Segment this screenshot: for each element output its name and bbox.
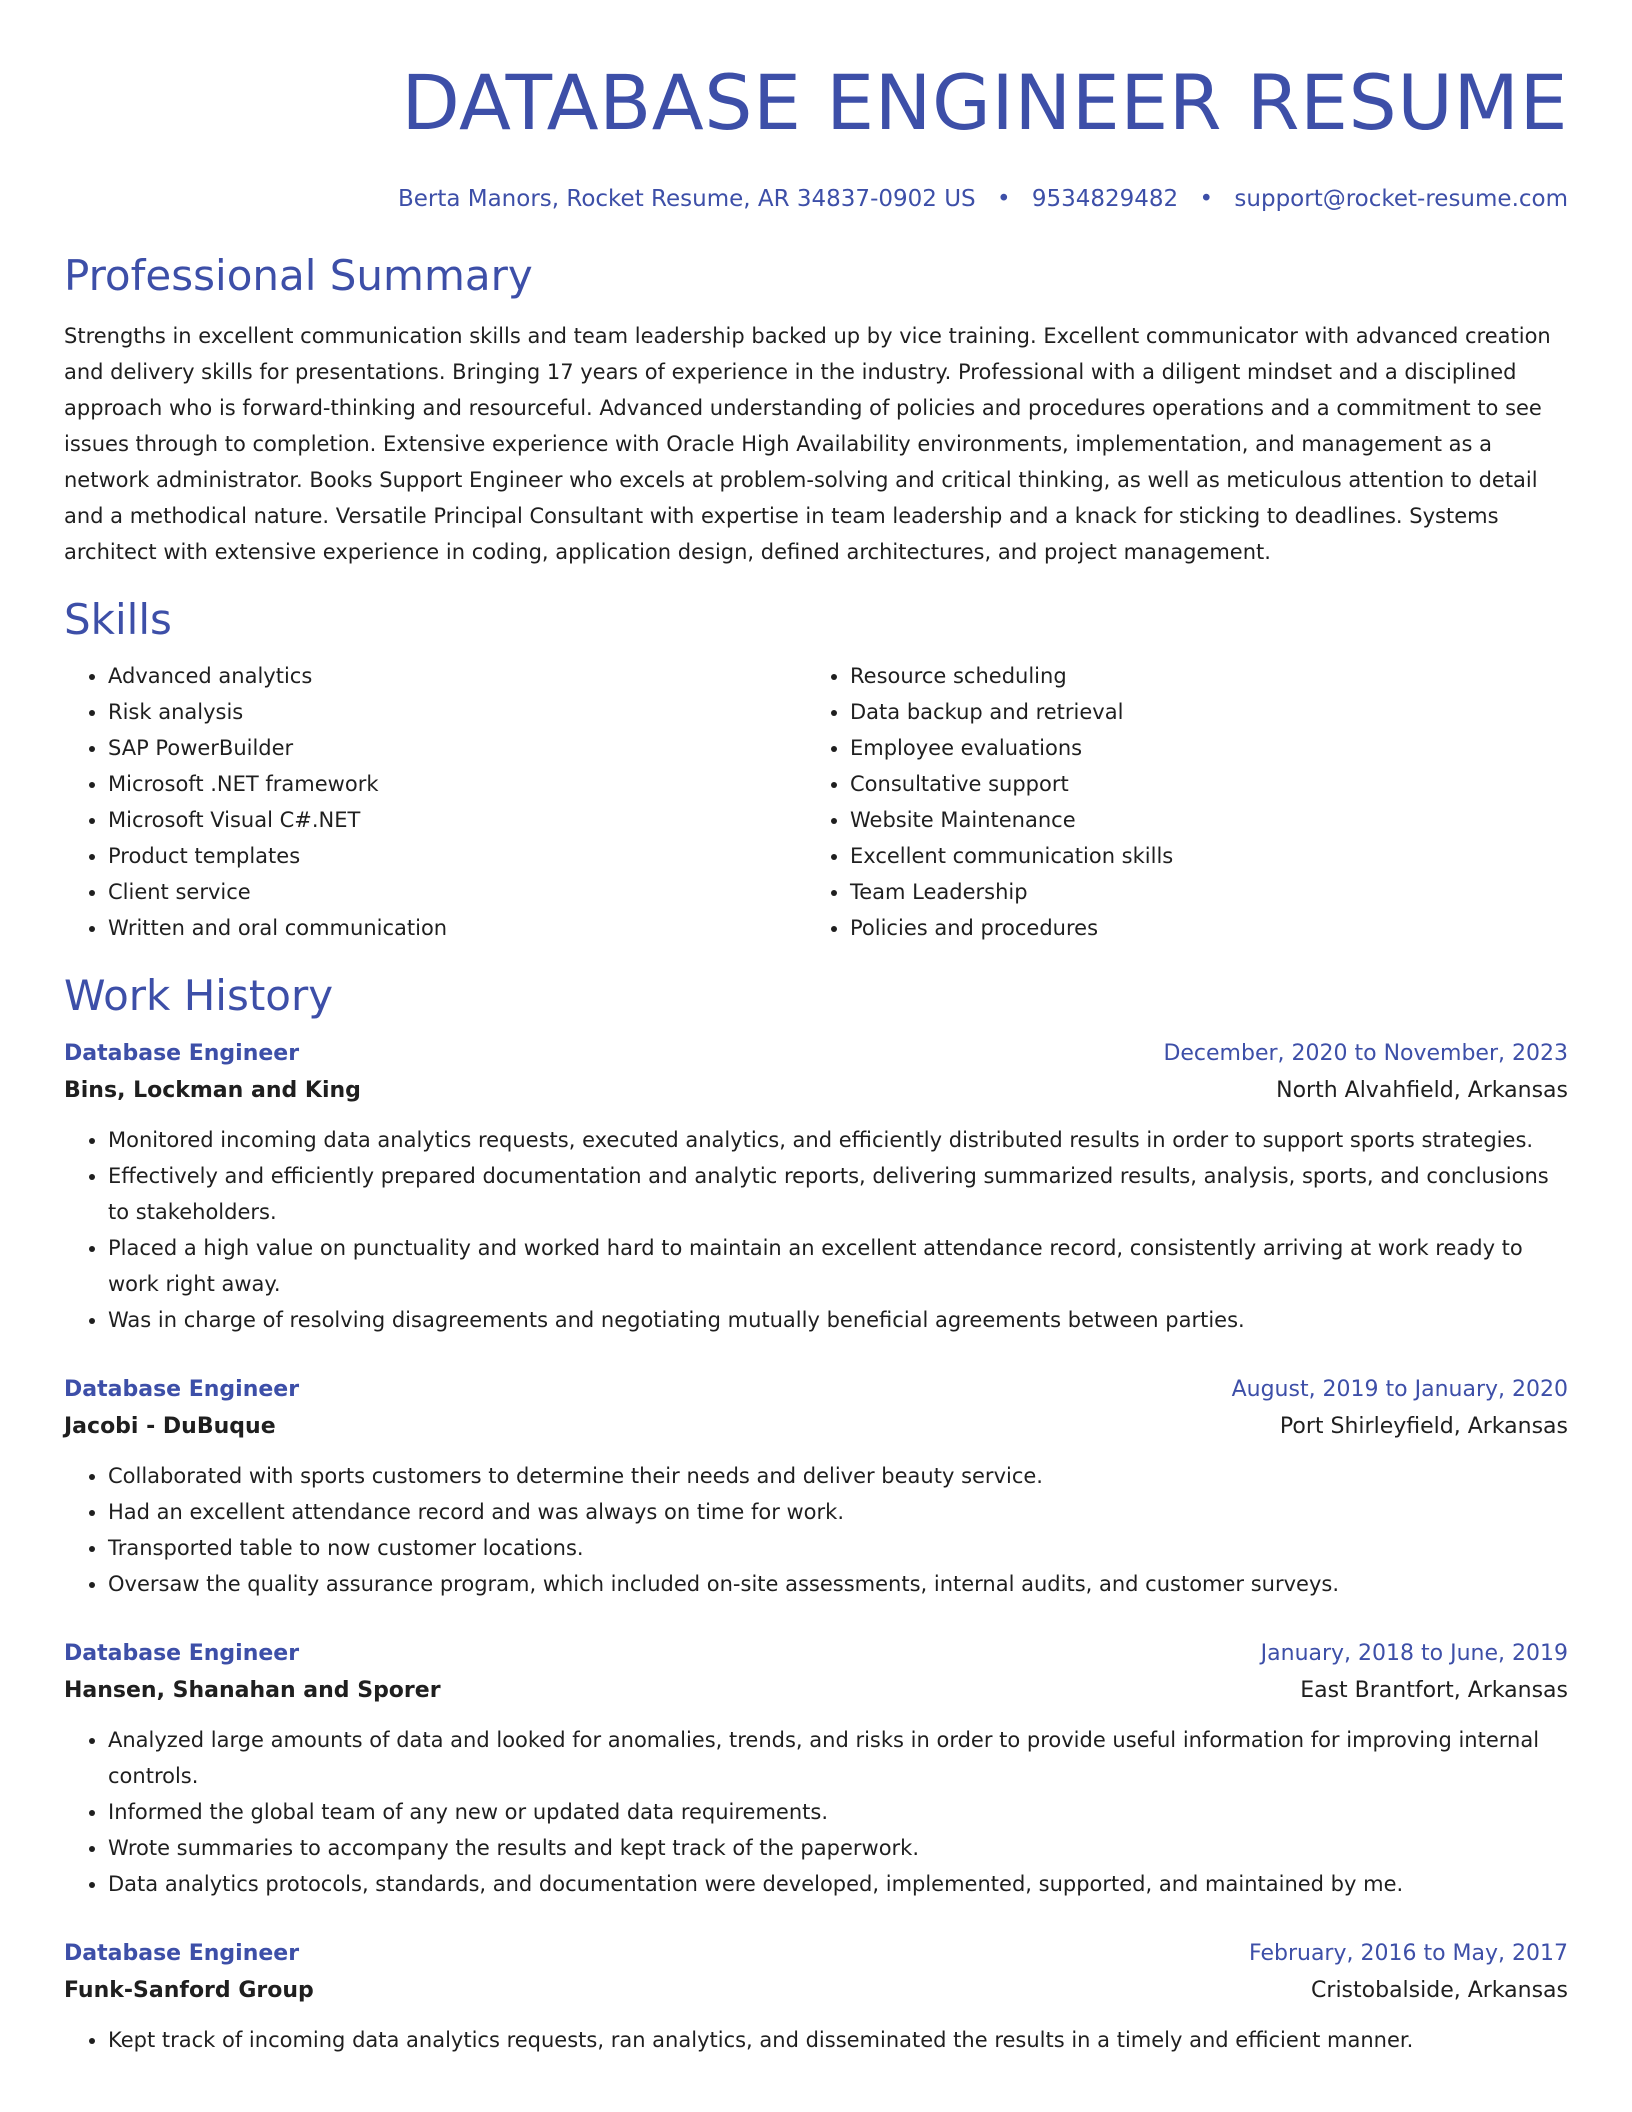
skill-item: • SAP PowerBuilder [108,730,806,766]
job-title-row [64,1372,1568,1408]
job-title: Database Engineer [64,1941,300,1966]
job-entry [64,1936,1568,2058]
skills-list [64,658,1568,946]
job-bullet: • Monitored incoming data analytics requests, executed analytics, and efficiently distributed results in order to support sports strategies. [108,1122,1568,1158]
job-entry [64,1036,1568,1338]
job-title-row [64,1936,1568,1972]
skill-item: • Consultative support [850,766,1548,802]
skill-item: • Data backup and retrieval [850,694,1548,730]
contact-line [64,184,1568,214]
job-company-row [64,1972,1568,2010]
job-location: North Alvahfield, Arkansas [1276,1078,1568,1103]
job-company: Funk-Sanford Group [64,1978,314,2003]
job-bullets [64,2022,1568,2058]
skill-item: • Product templates [108,838,806,874]
job-entry [64,1636,1568,1902]
job-bullet: • Collaborated with sports customers to determine their needs and deliver beauty service. [108,1458,1568,1494]
job-bullet: • Effectively and efficiently prepared documentation and analytic reports, delivering summarized results, analysis, sports, and conclusions to stakeholders. [108,1158,1568,1230]
job-title: Database Engineer [64,1377,300,1402]
job-bullet: • Placed a high value on punctuality and worked hard to maintain an excellent attendance record, consistently arriving at work ready to work right away. [108,1230,1568,1302]
skill-item: • Website Maintenance [850,802,1548,838]
job-title-row [64,1636,1568,1672]
job-company: Hansen, Shanahan and Sporer [64,1678,441,1703]
job-title-row [64,1036,1568,1072]
job-company: Jacobi - DuBuque [64,1414,276,1439]
job-dates: December, 2020 to November, 2023 [1163,1041,1568,1066]
job-location: East Brantfort, Arkansas [1300,1678,1568,1703]
skill-item: • Microsoft .NET framework [108,766,806,802]
skills-column-left [64,658,806,946]
job-bullet: • Analyzed large amounts of data and looked for anomalies, trends, and risks in order to provide useful information for improving internal controls. [108,1722,1568,1794]
job-bullets [64,1122,1568,1338]
work-history-heading: Work History [64,971,334,1020]
skill-item: • Resource scheduling [850,658,1548,694]
job-location: Cristobalside, Arkansas [1311,1978,1568,2003]
job-title: Database Engineer [64,1041,300,1066]
job-entry [64,1372,1568,1602]
job-bullets [64,1458,1568,1602]
job-bullets [64,1722,1568,1902]
contact-email: support@rocket-resume.com [1234,186,1568,212]
job-bullet: • Informed the global team of any new or updated data requirements. [108,1794,1568,1830]
summary-text: Strengths in excellent communication skills and team leadership backed up by vice training. Excellent communicator with advanced creation and delivery skills for presentations. Bringing 17 years of experience in the industry. Professional with a diligent mindset and a disciplined approach who is forward-thinking and resourceful. Advanced understanding of policies and procedures operations and a commitment to see issues through to completion. Extensive experience with Oracle High Availability environments, implementation, and management as a network administrator. Books Support Engineer who excels at problem-solving and critical thinking, as well as meticulous attention to detail and a methodical nature. Versatile Principal Consultant with expertise in team leadership and a knack for sticking to deadlines. Systems architect with extensive experience in coding, application design, defined architectures, and project management. [64,324,1551,564]
skill-item: • Written and oral communication [108,910,806,946]
skill-item: • Excellent communication skills [850,838,1548,874]
job-bullet: • Was in charge of resolving disagreements and negotiating mutually beneficial agreements between parties. [108,1302,1568,1338]
contact-separator: • [1199,186,1214,212]
job-bullet: • Kept track of incoming data analytics requests, ran analytics, and disseminated the results in a timely and efficient manner. [108,2022,1568,2058]
contact-phone: 9534829482 [1031,186,1179,212]
job-dates: August, 2019 to January, 2020 [1231,1377,1568,1402]
skill-item: • Employee evaluations [850,730,1548,766]
resume-title: DATABASE ENGINEER RESUME [401,58,1568,147]
skill-item: • Risk analysis [108,694,806,730]
skill-item: • Advanced analytics [108,658,806,694]
skill-item: • Policies and procedures [850,910,1548,946]
job-bullet: • Oversaw the quality assurance program, which included on-site assessments, internal audits, and customer surveys. [108,1566,1568,1602]
skill-item: • Team Leadership [850,874,1548,910]
job-dates: February, 2016 to May, 2017 [1249,1941,1568,1966]
job-company-row [64,1408,1568,1446]
job-location: Port Shirleyfield, Arkansas [1279,1414,1568,1439]
contact-address: Berta Manors, Rocket Resume, AR 34837-0902 US [397,186,976,212]
resume-header [64,58,1568,214]
resume-page [64,0,1568,2058]
skills-heading: Skills [64,595,172,644]
skill-item: • Microsoft Visual C#.NET [108,802,806,838]
summary-heading: Professional Summary [64,251,533,300]
skills-column-right [806,658,1548,946]
job-dates: January, 2018 to June, 2019 [1260,1641,1568,1666]
job-bullet: • Data analytics protocols, standards, and documentation were developed, implemented, supported, and maintained by me. [108,1866,1568,1902]
job-title: Database Engineer [64,1641,300,1666]
skill-item: • Client service [108,874,806,910]
job-company: Bins, Lockman and King [64,1078,361,1103]
contact-separator: • [996,186,1011,212]
job-company-row [64,1672,1568,1710]
job-bullet: • Had an excellent attendance record and was always on time for work. [108,1494,1568,1530]
job-company-row [64,1072,1568,1110]
job-bullet: • Wrote summaries to accompany the results and kept track of the paperwork. [108,1830,1568,1866]
job-bullet: • Transported table to now customer locations. [108,1530,1568,1566]
